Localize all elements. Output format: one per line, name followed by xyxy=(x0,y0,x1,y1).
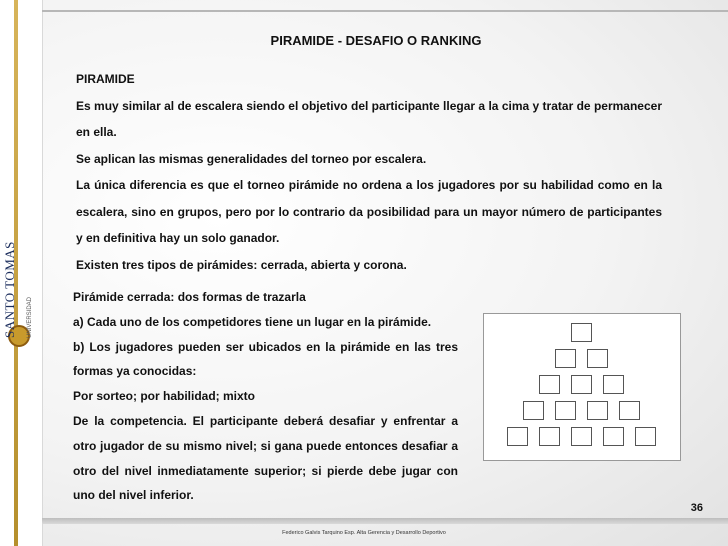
section-heading: PIRAMIDE xyxy=(76,72,135,86)
page-title: PIRAMIDE - DESAFIO O RANKING xyxy=(270,33,482,48)
pyramid-box xyxy=(539,427,560,446)
section-piramide-cerrada xyxy=(73,285,458,508)
pyramid-box xyxy=(603,427,624,446)
line-4: Por sorteo; por habilidad; mixto xyxy=(73,389,256,404)
pyramid-box xyxy=(539,375,560,394)
logo-small-text: UNIVERSIDAD xyxy=(27,296,33,338)
pyramid-box xyxy=(555,401,576,420)
pyramid-box xyxy=(619,401,640,420)
pyramid-box xyxy=(523,401,544,420)
line-3: b) Los jugadores pueden ser ubicados en la pirámide en las tres formas ya conocidas: xyxy=(73,339,458,379)
line-1: Pirámide cerrada: dos formas de trazarla xyxy=(73,290,306,304)
page-number: 36 xyxy=(690,502,703,514)
bottom-divider xyxy=(42,518,728,524)
pyramid-box xyxy=(507,427,528,446)
paragraph-4: Existen tres tipos de pirámides: cerrada, abierta y corona. xyxy=(76,257,407,272)
pyramid-box xyxy=(635,427,656,446)
paragraph-2: Se aplican las mismas generalidades del torneo por escalera. xyxy=(76,151,427,166)
line-5: De la competencia. El participante deberá desafiar y enfrentar a otro jugador de su mismo nivel; si gana puede entonces desafiar a otro del nivel inmediatamente superior; si pierde debe jugar con uno del nivel inferior. xyxy=(73,413,458,503)
pyramid-diagram xyxy=(483,313,681,461)
pyramid-box xyxy=(587,349,608,368)
pyramid-box xyxy=(571,427,592,446)
pyramid-box xyxy=(555,349,576,368)
pyramid-box xyxy=(571,375,592,394)
left-sidebar xyxy=(0,0,43,546)
line-2: a) Cada uno de los competidores tiene un lugar en la pirámide. xyxy=(73,314,432,329)
footer-text: Federico Galvis Tarquino Esp. Alta Gerencia y Desarrollo Deportivo xyxy=(282,530,446,536)
section-piramide xyxy=(76,66,662,278)
top-divider xyxy=(42,10,728,12)
pyramid-box xyxy=(587,401,608,420)
university-logo: SANTO TOMAS xyxy=(2,241,17,338)
paragraph-1: Es muy similar al de escalera siendo el objetivo del participante llegar a la cima y tratar de permanecer en ella. xyxy=(76,98,662,139)
pyramid-box xyxy=(603,375,624,394)
pyramid-box xyxy=(571,323,592,342)
paragraph-3: La única diferencia es que el torneo pirámide no ordena a los jugadores por su habilidad como en la escalera, sino en grupos, pero por lo contrario da posibilidad para un mayor número de participantes y en definitiva hay un solo ganador. xyxy=(76,178,662,245)
